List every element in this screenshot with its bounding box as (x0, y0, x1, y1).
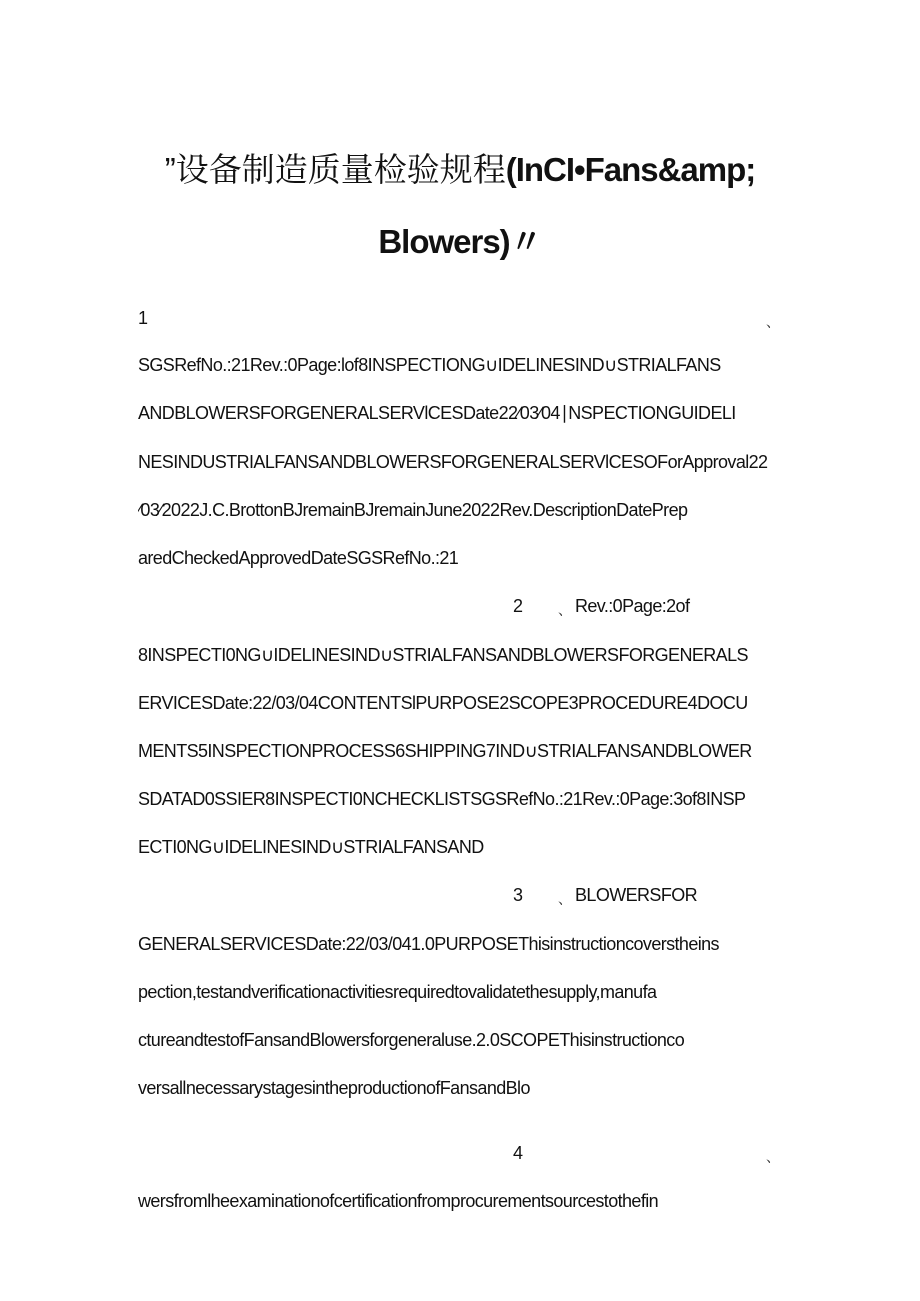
section-mark-2: 、 (558, 602, 572, 618)
section-number-1: 1 (138, 308, 149, 328)
text-line: ERVICESDate:22/03/04CONTENTSlPURPOSE2SCOPE3PROCEDURE4DOCU (138, 693, 748, 713)
section-mark-1: 、 (766, 314, 780, 330)
text-line: wersfromlheexaminationofcertificationfromprocurementsourcestothefin (138, 1191, 659, 1211)
text-line: pection,testandverificationactivitiesrequiredtovalidatethesupply,manufa (138, 982, 657, 1002)
section-number-2: 2 (513, 596, 524, 616)
text-line: ANDBLOWERSFORGENERALSERVlCESDate22∕03∕04∣NSPECTIONGUIDELI (138, 403, 736, 423)
section-lead-text: Rev.:0Page:2of (575, 596, 690, 616)
text-line: GENERALSERVICESDate:22/03/041.0PURPOSEThisinstructioncoverstheins (138, 934, 719, 954)
text-line: ∕03∕2022J.C.BrottonBJremainBJremainJune2022Rev.DescriptionDatePrep (138, 500, 688, 520)
title-english-part-2: Blowers)〃 (378, 223, 542, 260)
text-line: ctureandtestofFansandBlowersforgeneraluse.2.0SCOPEThisinstructionco (138, 1030, 685, 1050)
section-number-4: 4 (513, 1143, 524, 1163)
document-title-line-2 (60, 222, 860, 262)
section-lead-text: BLOWERSFOR (575, 885, 698, 905)
text-line: ECTI0NG∪IDELINESIND∪STRIALFANSAND (138, 837, 484, 857)
text-line: MENTS5INSPECTIONPROCESS6SHIPPING7IND∪STRIALFANSANDBLOWER (138, 741, 752, 761)
section-mark-4: 、 (766, 1149, 780, 1165)
document-title-line-1 (60, 150, 860, 190)
text-line: 8INSPECTI0NG∪IDELINESIND∪STRIALFANSANDBLOWERSFORGENERALS (138, 645, 748, 665)
text-line: NESINDUSTRIALFANSANDBLOWERSFORGENERALSERVlCESOForApproval22 (138, 452, 768, 472)
title-english-part: (InCI•Fans&amp; (505, 151, 756, 188)
section-number-3: 3 (513, 885, 524, 905)
text-line: aredCheckedApprovedDateSGSRefNo.:21 (138, 548, 459, 568)
text-line: SGSRefNo.:21Rev.:0Page:lof8INSPECTIONG∪IDELINESIND∪STRIALFANS (138, 355, 721, 375)
title-chinese: ”设备制造质量检验规程 (164, 151, 506, 188)
section-mark-3: 、 (558, 891, 572, 907)
text-line: versallnecessarystagesintheproductionofFansandBlo (138, 1078, 530, 1098)
text-line: SDATAD0SSIER8INSPECTI0NCHECKLISTSGSRefNo.:21Rev.:0Page:3of8INSP (138, 789, 746, 809)
